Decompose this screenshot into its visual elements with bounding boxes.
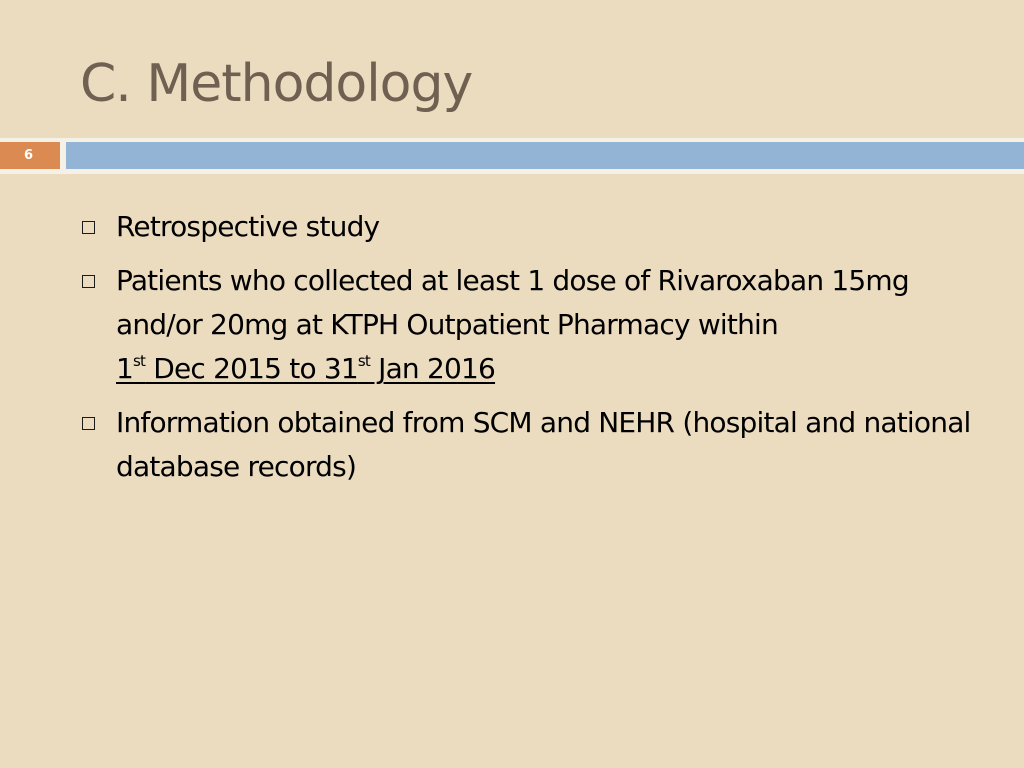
bullet-list bbox=[80, 205, 1000, 499]
square-bullet-icon bbox=[82, 417, 95, 430]
bullet-item-information bbox=[80, 401, 1000, 489]
header-bar bbox=[66, 142, 1024, 169]
square-bullet-icon bbox=[82, 221, 95, 234]
bullet-text: Information obtained from SCM and NEHR (hospital and national database records) bbox=[116, 406, 971, 483]
square-bullet-icon bbox=[82, 275, 95, 288]
date-end-rest: Jan 2016 bbox=[370, 352, 496, 385]
bullet-item-patients bbox=[80, 259, 1000, 391]
slide-title: C. Methodology bbox=[80, 54, 473, 114]
date-start-suffix: st bbox=[133, 352, 146, 370]
date-end-suffix: st bbox=[357, 352, 371, 370]
bullet-text: Patients who collected at least 1 dose of Rivaroxaban 15mg and/or 20mg at KTPH Outpatient Pharmacy within bbox=[116, 264, 909, 341]
date-start-day: 1 bbox=[116, 352, 134, 385]
bullet-text: Retrospective study bbox=[116, 210, 380, 243]
slide-number: 6 bbox=[0, 142, 60, 169]
date-range-middle: Dec 2015 to 31 bbox=[145, 352, 358, 385]
date-range bbox=[116, 352, 495, 385]
bullet-item-retrospective bbox=[80, 205, 1000, 249]
